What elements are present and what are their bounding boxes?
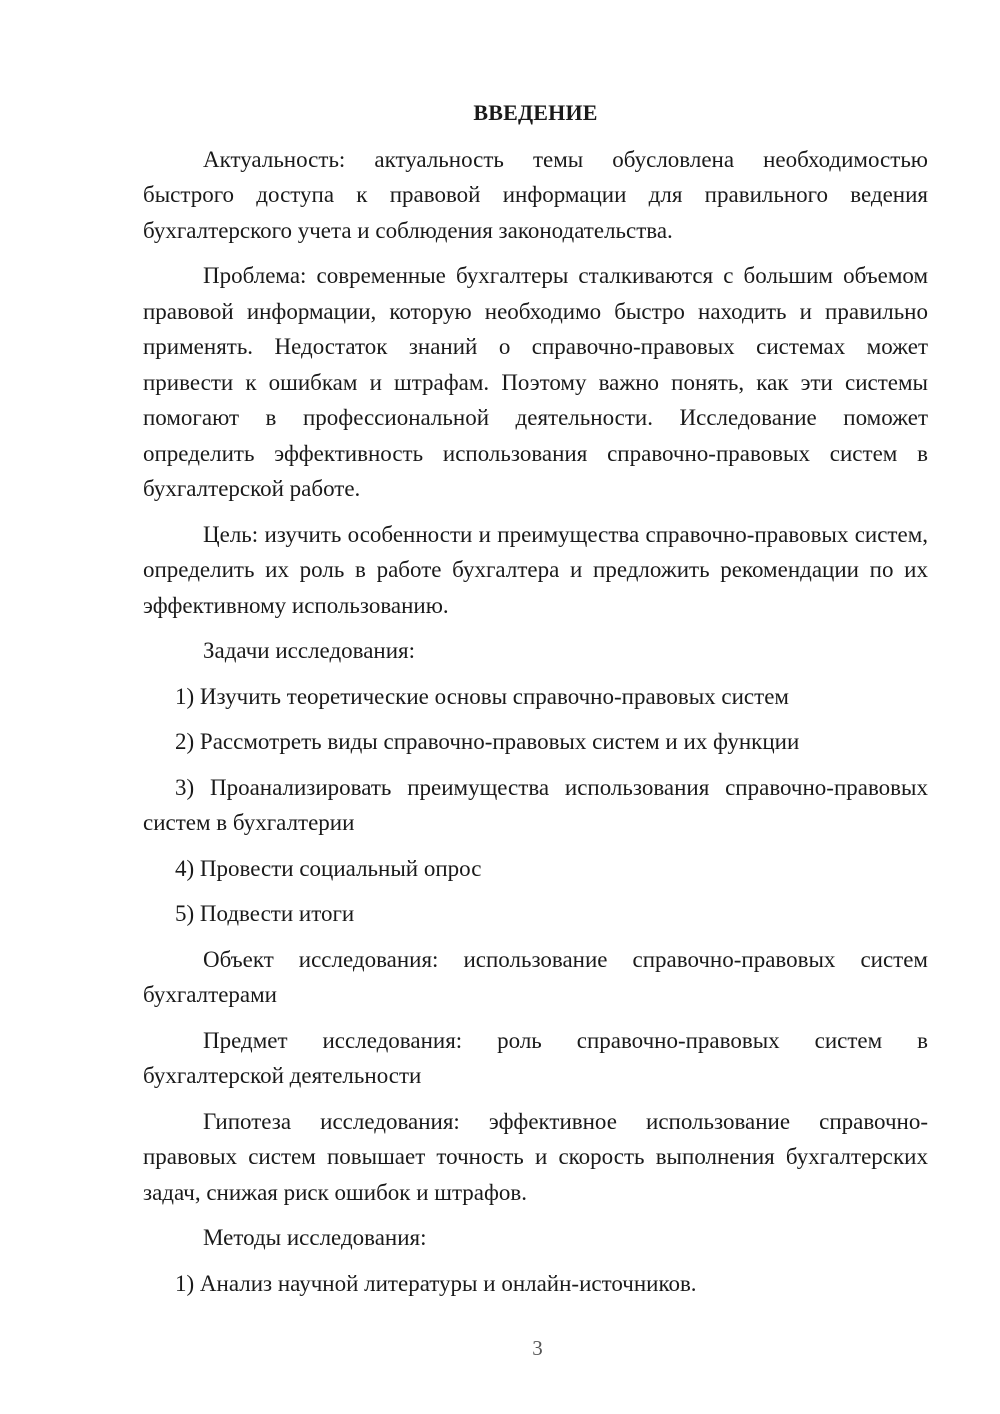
- tasks-heading: Задачи исследования:: [203, 638, 416, 663]
- subject-paragraph: Предмет исследования: роль справочно-правовых систем в бухгалтерской деятельности: [143, 1027, 928, 1088]
- section-title: ВВЕДЕНИЕ: [473, 100, 598, 125]
- object-paragraph: Объект исследования: использование справочно-правовых систем бухгалтерами: [143, 946, 928, 1007]
- page-number: 3: [532, 1336, 543, 1360]
- task-item: 2) Рассмотреть виды справочно-правовых систем и их функции: [175, 729, 800, 754]
- method-item: 1) Анализ научной литературы и онлайн-источников.: [175, 1270, 697, 1296]
- problem-paragraph: Проблема: современные бухгалтеры сталкиваются с большим объемом правовой информации, которую необходимо быстро находить и правильно применять. Недостаток знаний о справочно-правовых системах может привести к ошибкам и штрафам. Поэтому важно понять, как эти системы помогают в профессиональной деятельности. Исследование поможет определить эффективность использования справочно-правовых систем в бухгалтерской работе.: [143, 263, 928, 501]
- task-item: 1) Изучить теоретические основы справочно-правовых систем: [175, 683, 789, 709]
- task-item: 4) Провести социальный опрос: [175, 855, 482, 881]
- page-body: [143, 95, 928, 1311]
- task-item: 3) Проанализировать преимущества использования справочно-правовых систем в бухгалтерии: [143, 774, 928, 835]
- task-item: 5) Подвести итоги: [175, 901, 355, 926]
- goal-paragraph: Цель: изучить особенности и преимущества справочно-правовых систем, определить их роль в работе бухгалтера и предложить рекомендации по их эффективному использованию.: [143, 521, 928, 618]
- hypothesis-paragraph: Гипотеза исследования: эффективное использование справочно-правовых систем повышает точность и скорость выполнения бухгалтерских задач, снижая риск ошибок и штрафов.: [143, 1108, 928, 1205]
- relevance-paragraph: Актуальность: актуальность темы обусловлена необходимостью быстрого доступа к правовой информации для правильного ведения бухгалтерского учета и соблюдения законодательства.: [143, 146, 928, 243]
- methods-heading: Методы исследования:: [203, 1225, 427, 1250]
